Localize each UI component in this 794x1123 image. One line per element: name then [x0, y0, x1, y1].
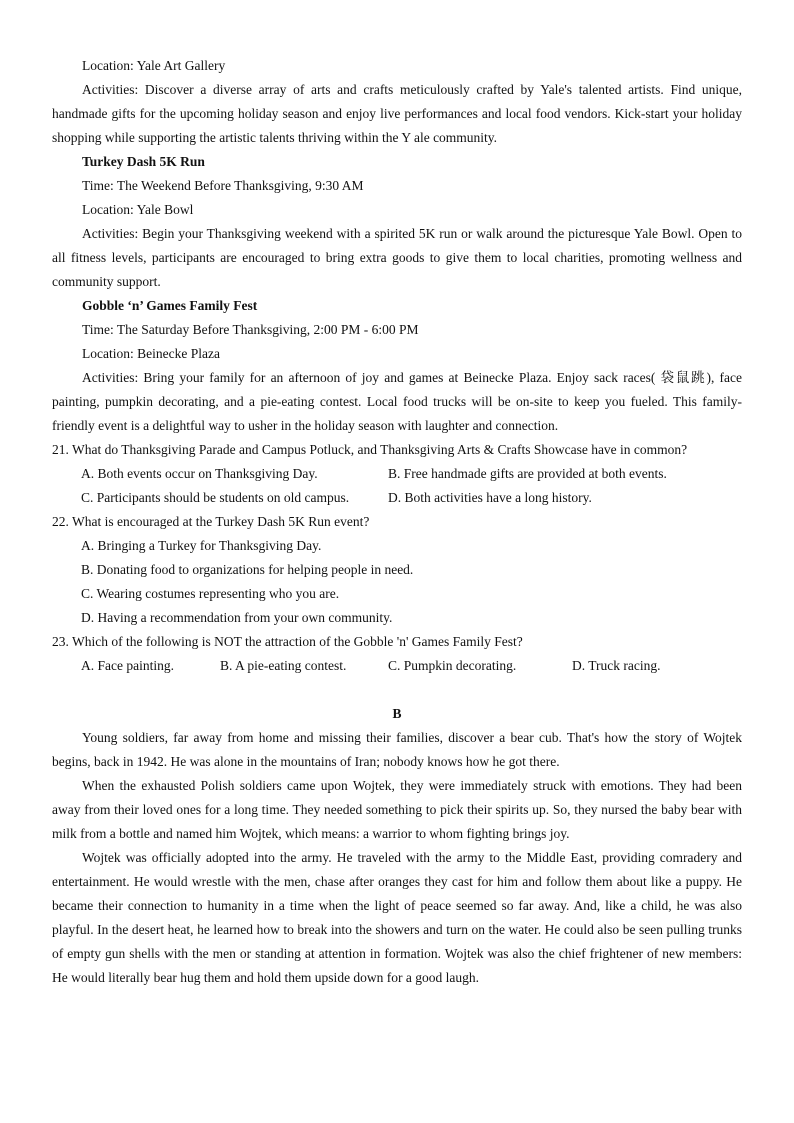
event-time: Time: The Weekend Before Thanksgiving, 9:30 AM [82, 178, 364, 193]
passage-paragraph: Wojtek was officially adopted into the army. He traveled with the army to the Middle East, providing comradery and entertainment. He would wrestle with the men, chase after oranges they cast for him and follow them about like a puppy. He became their connection to humanity in a time when the light of peace seemed so far away. And, like a child, he was also playful. In the desert heat, he learned how to break into the showers and turn on the water. He could also be seen pulling trunks of empty gun shells with the men or standing at attention in formation. Wojtek was also the chief frightener of new members: He would literally bear hug them and hold them upside down for a good laugh. [52, 850, 742, 985]
question-23-stem: 23. Which of the following is NOT the attraction of the Gobble 'n' Games Family Fest? [52, 634, 523, 649]
question-23-options-row [52, 654, 742, 678]
option-a: A. Face painting. [81, 658, 174, 673]
option-c: C. Participants should be students on old campus. [81, 490, 350, 505]
event-title: Turkey Dash 5K Run [82, 154, 205, 169]
question-21-options-row-2 [52, 486, 742, 510]
option-a: A. Both events occur on Thanksgiving Day. [81, 466, 318, 481]
passage-paragraph: When the exhausted Polish soldiers came upon Wojtek, they were immediately struck with emotions. They had been away from their loved ones for a long time. They needed something to pick their spirits up. So, they nursed the baby bear with milk from a bottle and named him Wojtek, which means: a warrior to whom fighting brings joy. [52, 778, 742, 841]
option-d: D. Having a recommendation from your own community. [81, 610, 393, 625]
section-heading: B [392, 706, 402, 721]
question-21-options-row-1 [52, 462, 742, 486]
question-22-stem: 22. What is encouraged at the Turkey Dash 5K Run event? [52, 514, 370, 529]
option-d: D. Truck racing. [572, 658, 661, 673]
option-c: C. Pumpkin decorating. [388, 658, 517, 673]
passage-paragraph: Young soldiers, far away from home and missing their families, discover a bear cub. That's how the story of Wojtek begins, back in 1942. He was alone in the mountains of Iran; nobody knows how he got there. [52, 730, 742, 769]
event-location: Location: Beinecke Plaza [82, 346, 220, 361]
event-time: Time: The Saturday Before Thanksgiving, 2:00 PM - 6:00 PM [82, 322, 419, 337]
option-d: D. Both activities have a long history. [388, 490, 592, 505]
event-activities: Activities: Bring your family for an afternoon of joy and games at Beinecke Plaza. Enjoy sack races( 袋鼠跳), face painting, pumpkin decorating, and a pie-eating contest. Local food trucks will be on-site to keep you fueled. This family-friendly event is a delightful way to usher in the holiday season with laughter and connection. [52, 370, 742, 433]
question-21-stem: 21. What do Thanksgiving Parade and Campus Potluck, and Thanksgiving Arts & Crafts Showcase have in common? [52, 442, 688, 457]
event-activities: Activities: Discover a diverse array of arts and crafts meticulously crafted by Yale's talented artists. Find unique, handmade gifts for the upcoming holiday season and enjoy live performances and local food vendors. Kick-start your holiday shopping while supporting the artistic talents thriving within the Y ale community. [52, 82, 742, 145]
document-page [52, 54, 742, 990]
option-b: B. Free handmade gifts are provided at both events. [388, 466, 667, 481]
event-location: Location: Yale Bowl [82, 202, 194, 217]
option-a: A. Bringing a Turkey for Thanksgiving Day. [81, 538, 322, 553]
option-b: B. A pie-eating contest. [220, 658, 347, 673]
option-b: B. Donating food to organizations for helping people in need. [81, 562, 414, 577]
event-activities: Activities: Begin your Thanksgiving weekend with a spirited 5K run or walk around the picturesque Yale Bowl. Open to all fitness levels, participants are encouraged to bring extra goods to give them to local charities, promoting wellness and community support. [52, 226, 742, 289]
event-title: Gobble ‘n’ Games Family Fest [82, 298, 258, 313]
option-c: C. Wearing costumes representing who you are. [81, 586, 340, 601]
event-location: Location: Yale Art Gallery [82, 58, 226, 73]
